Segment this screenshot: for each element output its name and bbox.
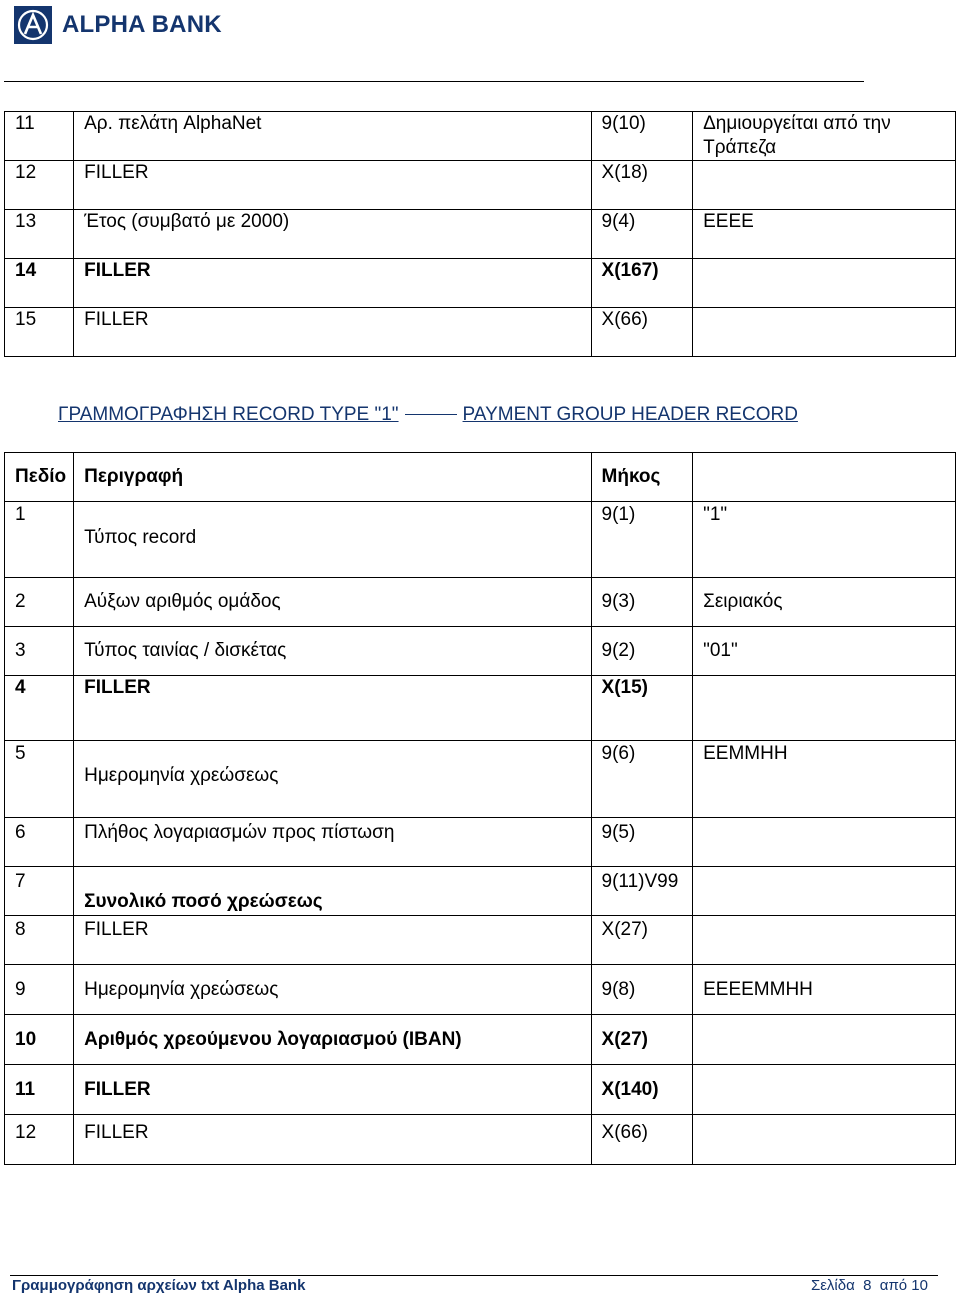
- description-cell: FILLER: [74, 161, 591, 210]
- header-description: Περιγραφή: [74, 453, 591, 502]
- title-dash: [405, 414, 457, 415]
- field-cell: 15: [5, 308, 74, 357]
- length-cell: 9(11)V99: [591, 867, 693, 916]
- notes-cell: "1": [693, 502, 956, 578]
- record-layout-table: [4, 452, 956, 1165]
- section-title-record-name: PAYMENT GROUP HEADER RECORD: [462, 404, 798, 425]
- brand-name: ALPHA BANK: [62, 11, 222, 38]
- table-row: [5, 627, 956, 676]
- length-cell: 9(10): [591, 112, 693, 161]
- description-cell: Πλήθος λογαριασμών προς πίστωση: [74, 818, 591, 867]
- header-notes: [693, 453, 956, 502]
- table-row: [5, 741, 956, 818]
- description-cell: FILLER: [74, 308, 591, 357]
- notes-cell: [693, 676, 956, 741]
- continuation-table: [4, 111, 956, 357]
- description-cell: Αύξων αριθμός ομάδος: [74, 578, 591, 627]
- length-cell: 9(3): [591, 578, 693, 627]
- table-row: [5, 112, 956, 161]
- field-cell: 12: [5, 161, 74, 210]
- description-cell: Αριθμός χρεούμενου λογαριασμού (IBAN): [74, 1015, 591, 1065]
- table-row: [5, 916, 956, 965]
- table-row: [5, 578, 956, 627]
- field-cell: 2: [5, 578, 74, 627]
- alpha-bank-logo-icon: [14, 6, 52, 44]
- field-cell: 7: [5, 867, 74, 916]
- notes-cell: [693, 259, 956, 308]
- length-cell: X(27): [591, 916, 693, 965]
- field-cell: 12: [5, 1115, 74, 1165]
- table-header-row: [5, 453, 956, 502]
- description-cell: FILLER: [74, 1065, 591, 1115]
- length-cell: X(66): [591, 1115, 693, 1165]
- field-cell: 11: [5, 112, 74, 161]
- notes-cell: [693, 1065, 956, 1115]
- description-cell: Συνολικό ποσό χρεώσεως: [74, 867, 591, 916]
- table-row: [5, 502, 956, 578]
- table-row: [5, 867, 956, 916]
- length-cell: X(140): [591, 1065, 693, 1115]
- footer-document-title: Γραμμογράφηση αρχείων txt Alpha Bank: [12, 1277, 306, 1294]
- field-cell: 9: [5, 965, 74, 1015]
- notes-cell: [693, 818, 956, 867]
- length-cell: X(27): [591, 1015, 693, 1065]
- notes-cell: [693, 1115, 956, 1165]
- description-cell: Τύπος record: [74, 502, 591, 578]
- field-cell: 4: [5, 676, 74, 741]
- length-cell: 9(8): [591, 965, 693, 1015]
- description-cell: FILLER: [74, 916, 591, 965]
- header-length: Μήκος: [591, 453, 693, 502]
- field-cell: 11: [5, 1065, 74, 1115]
- header-field: Πεδίο: [5, 453, 74, 502]
- table-row: [5, 1015, 956, 1065]
- notes-cell: [693, 308, 956, 357]
- field-cell: 14: [5, 259, 74, 308]
- description-cell: Τύπος ταινίας / δισκέτας: [74, 627, 591, 676]
- length-cell: 9(2): [591, 627, 693, 676]
- length-cell: 9(6): [591, 741, 693, 818]
- description-cell: Ημερομηνία χρεώσεως: [74, 741, 591, 818]
- notes-cell: Δημιουργείται από την Τράπεζα: [693, 112, 956, 161]
- notes-cell: [693, 161, 956, 210]
- field-cell: 13: [5, 210, 74, 259]
- description-cell: FILLER: [74, 1115, 591, 1165]
- description-cell: Ημερομηνία χρεώσεως: [74, 965, 591, 1015]
- description-cell: Έτος (συμβατό με 2000): [74, 210, 591, 259]
- footer-page-number: Σελίδα 8 από 10: [810, 1277, 928, 1294]
- table-row: [5, 308, 956, 357]
- field-cell: 5: [5, 741, 74, 818]
- header-divider: [4, 81, 864, 82]
- table-row: [5, 259, 956, 308]
- field-cell: 3: [5, 627, 74, 676]
- length-cell: X(66): [591, 308, 693, 357]
- field-cell: 10: [5, 1015, 74, 1065]
- notes-cell: "01": [693, 627, 956, 676]
- length-cell: X(18): [591, 161, 693, 210]
- footer-divider: [10, 1275, 938, 1276]
- table-row: [5, 965, 956, 1015]
- table-row: [5, 676, 956, 741]
- table-row: [5, 818, 956, 867]
- length-cell: 9(4): [591, 210, 693, 259]
- length-cell: X(15): [591, 676, 693, 741]
- notes-cell: ΕΕΕΕΜΜΗΗ: [693, 965, 956, 1015]
- table-row: [5, 210, 956, 259]
- notes-cell: [693, 1015, 956, 1065]
- table-row: [5, 1115, 956, 1165]
- description-cell: Αρ. πελάτη AlphaNet: [74, 112, 591, 161]
- section-title: [58, 404, 798, 426]
- notes-cell: ΕΕΜΜΗΗ: [693, 741, 956, 818]
- table-row: [5, 1065, 956, 1115]
- description-cell: FILLER: [74, 676, 591, 741]
- length-cell: 9(1): [591, 502, 693, 578]
- notes-cell: Σειριακός: [693, 578, 956, 627]
- table-row: [5, 161, 956, 210]
- notes-cell: ΕΕΕΕ: [693, 210, 956, 259]
- notes-cell: [693, 867, 956, 916]
- field-cell: 1: [5, 502, 74, 578]
- length-cell: 9(5): [591, 818, 693, 867]
- description-cell: FILLER: [74, 259, 591, 308]
- field-cell: 6: [5, 818, 74, 867]
- notes-cell: [693, 916, 956, 965]
- section-title-record-type: ΓΡΑΜΜΟΓΡΑΦΗΣΗ RECORD TYPE "1": [58, 404, 399, 425]
- length-cell: X(167): [591, 259, 693, 308]
- field-cell: 8: [5, 916, 74, 965]
